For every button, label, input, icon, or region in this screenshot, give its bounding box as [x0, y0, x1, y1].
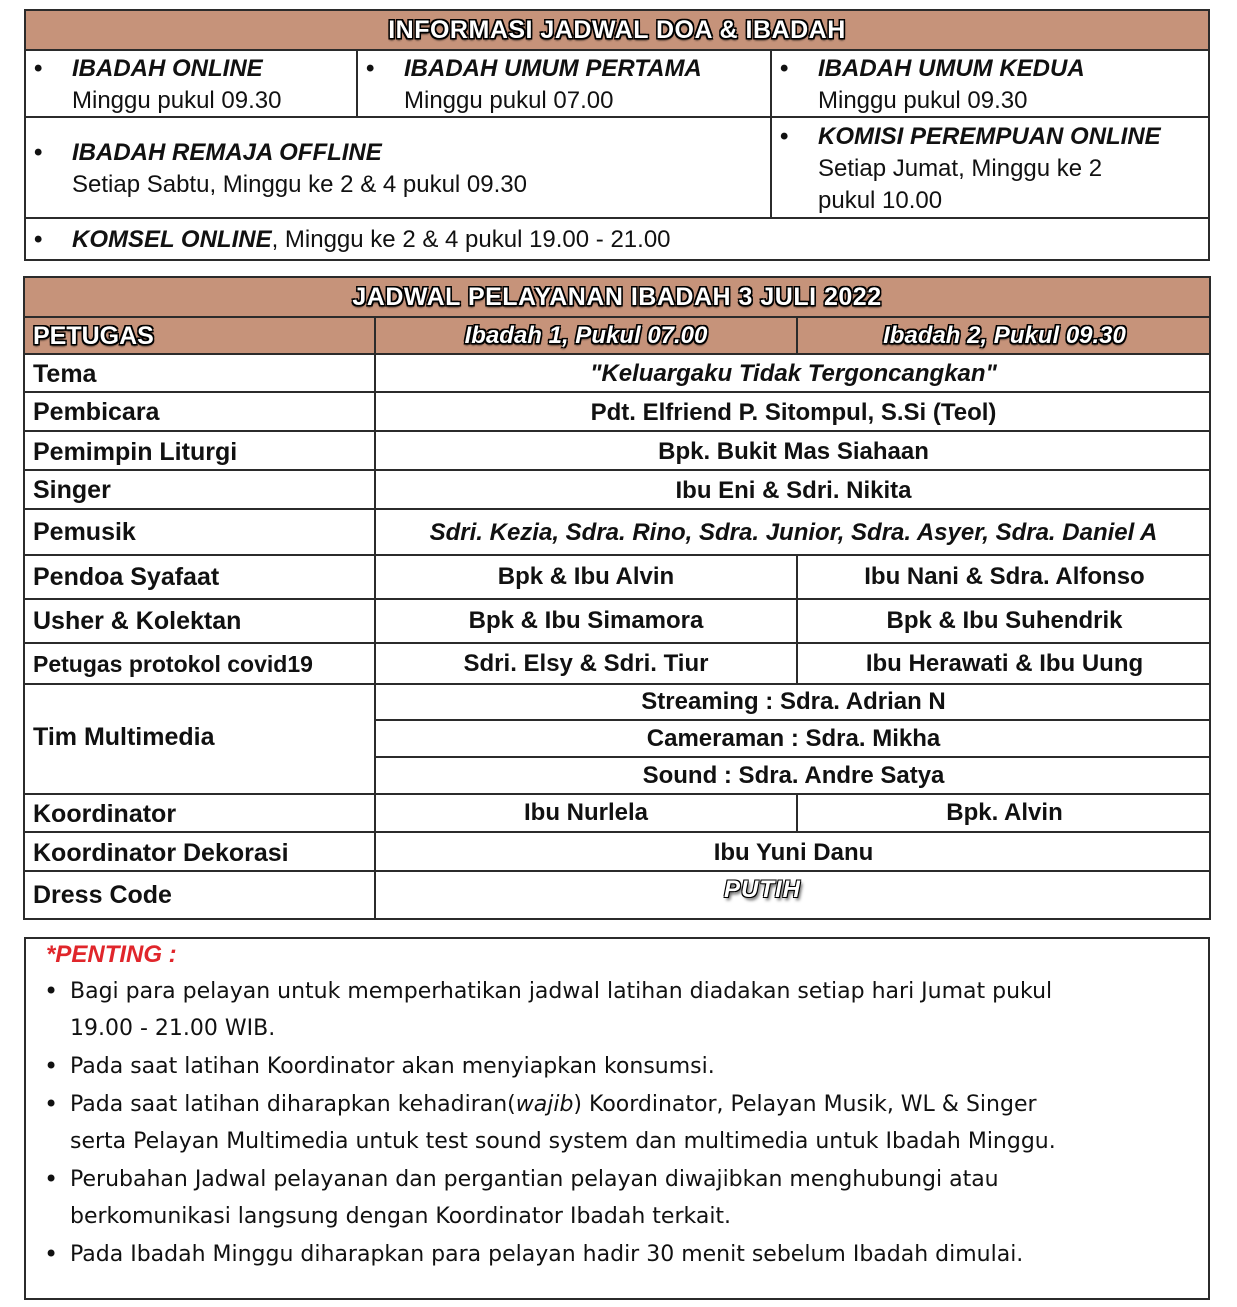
- divider: [376, 719, 1211, 721]
- info-item-ibadah-umum-kedua: [772, 53, 1212, 117]
- protocol-service-1: Sdri. Elsy & Sdri. Tiur: [463, 650, 709, 677]
- bullet: •: [34, 139, 43, 166]
- row-label-usher: Usher & Kolektan: [33, 607, 242, 635]
- bullet: •: [34, 226, 43, 253]
- row-label-protokol: Petugas protokol covid19: [33, 651, 313, 677]
- table-row: [25, 432, 1209, 471]
- info-item-ibadah-remaja: [26, 137, 770, 207]
- note-text: 19.00 - 21.00 WIB.: [70, 1016, 276, 1041]
- row-label-tema: Tema: [33, 360, 97, 388]
- table-row: [25, 471, 1209, 510]
- liturgist-value: Bpk. Bukit Mas Siahaan: [658, 438, 929, 465]
- note-text: Pada saat latihan Koordinator akan menyiapkan konsumsi.: [70, 1054, 715, 1079]
- table-header-row: [25, 316, 1209, 355]
- column-header-ibadah-1: Ibadah 1, Pukul 07.00: [464, 322, 708, 349]
- table-row: [25, 685, 1209, 795]
- row-label-pembicara: Pembicara: [33, 398, 160, 426]
- multimedia-sound: Sound : Sdra. Andre Satya: [642, 762, 945, 789]
- bullet: •: [44, 1165, 59, 1193]
- important-notes-box: [24, 937, 1210, 1300]
- coordinator-service-2: Bpk. Alvin: [946, 799, 1063, 826]
- table-row: [25, 795, 1209, 833]
- bullet: •: [34, 55, 43, 82]
- item-detail: Setiap Jumat, Minggu ke 2: [818, 155, 1103, 182]
- list-item: [44, 1086, 1204, 1160]
- notes-title: *PENTING :: [46, 941, 177, 968]
- table-row: [25, 393, 1209, 432]
- item-name: IBADAH ONLINE: [72, 55, 263, 82]
- table-row: [25, 872, 1209, 918]
- row-label-dress-code: Dress Code: [33, 881, 172, 909]
- note-text: Pada saat latihan diharapkan kehadiran(: [70, 1092, 516, 1117]
- bullet: •: [366, 55, 375, 82]
- item-name: IBADAH UMUM PERTAMA: [404, 55, 702, 82]
- bullet: •: [44, 1090, 59, 1118]
- multimedia-cameraman: Cameraman : Sdra. Mikha: [646, 725, 941, 752]
- note-text: serta Pelayan Multimedia untuk test sound system dan multimedia untuk Ibadah Minggu.: [70, 1129, 1056, 1154]
- list-item: [44, 1048, 1204, 1085]
- intercessor-service-2: Ibu Nani & Sdra. Alfonso: [864, 563, 1145, 590]
- protocol-service-2: Ibu Herawati & Ibu Uung: [865, 650, 1144, 677]
- item-detail: pukul 10.00: [818, 187, 943, 214]
- item-detail: , Minggu ke 2 & 4 pukul 19.00 - 21.00: [271, 226, 671, 253]
- table-row: [25, 355, 1209, 393]
- note-text: Perubahan Jadwal pelayanan dan pergantian pelayan diwajibkan menghubungi atau: [70, 1167, 999, 1192]
- note-text: Bagi para pelayan untuk memperhatikan jadwal latihan diadakan setiap hari Jumat pukul: [70, 979, 1053, 1004]
- item-detail: Minggu pukul 09.30: [72, 87, 282, 114]
- sermon-theme: "Keluargaku Tidak Tergoncangkan": [590, 360, 997, 387]
- row-label-koordinator: Koordinator: [33, 800, 177, 828]
- usher-service-2: Bpk & Ibu Suhendrik: [886, 607, 1123, 634]
- item-detail: Minggu pukul 09.30: [818, 87, 1028, 114]
- decoration-value: Ibu Yuni Danu: [713, 839, 874, 866]
- item-detail: Minggu pukul 07.00: [404, 87, 614, 114]
- row-label-multimedia: Tim Multimedia: [33, 723, 215, 751]
- item-name: KOMISI PEREMPUAN ONLINE: [818, 123, 1161, 150]
- note-text: berkomunikasi langsung dengan Koordinator Ibadah terkait.: [70, 1204, 732, 1229]
- bullet: •: [44, 1240, 59, 1268]
- table-row: [25, 644, 1209, 685]
- multimedia-streaming: Streaming : Sdra. Adrian N: [641, 688, 946, 715]
- worship-info-box: [24, 9, 1210, 261]
- bullet: •: [780, 55, 789, 82]
- schedule-title: JADWAL PELAYANAN IBADAH 3 JULI 2022: [25, 278, 1209, 318]
- divider: [26, 217, 1208, 219]
- info-title: INFORMASI JADWAL DOA & IBADAH: [26, 11, 1208, 51]
- info-item-komisi-perempuan: [772, 121, 1212, 217]
- coordinator-service-1: Ibu Nurlela: [523, 799, 649, 826]
- info-item-ibadah-umum-pertama: [358, 53, 770, 117]
- list-item: [44, 1161, 1204, 1235]
- row-label-singer: Singer: [33, 476, 111, 504]
- item-name: IBADAH REMAJA OFFLINE: [72, 139, 382, 166]
- table-row: [25, 510, 1209, 556]
- divider: [376, 756, 1211, 758]
- list-item: [44, 973, 1204, 1047]
- note-text: ) Koordinator, Pelayan Musik, WL & Singer: [573, 1092, 1037, 1117]
- column-header-petugas: PETUGAS: [33, 322, 154, 350]
- info-item-komsel-online: [26, 224, 1212, 260]
- note-emphasis: wajib: [515, 1092, 574, 1117]
- row-label-dekorasi: Koordinator Dekorasi: [33, 839, 289, 867]
- row-label-pendoa: Pendoa Syafaat: [33, 563, 220, 591]
- item-detail: Setiap Sabtu, Minggu ke 2 & 4 pukul 09.30: [72, 171, 527, 198]
- info-item-ibadah-online: [26, 53, 356, 117]
- bullet: •: [44, 977, 59, 1005]
- bullet: •: [44, 1052, 59, 1080]
- dress-code-value: PUTIH: [724, 876, 801, 903]
- bullet: •: [780, 123, 789, 150]
- table-row: [25, 833, 1209, 872]
- table-row: [25, 600, 1209, 644]
- intercessor-service-1: Bpk & Ibu Alvin: [497, 563, 675, 590]
- speaker-value: Pdt. Elfriend P. Sitompul, S.Si (Teol): [590, 399, 997, 426]
- musicians-value: Sdri. Kezia, Sdra. Rino, Sdra. Junior, Sdra. Asyer, Sdra. Daniel A: [429, 519, 1158, 546]
- usher-service-1: Bpk & Ibu Simamora: [468, 607, 704, 634]
- column-header-ibadah-2: Ibadah 2, Pukul 09.30: [883, 322, 1126, 349]
- item-name: IBADAH UMUM KEDUA: [818, 55, 1085, 82]
- list-item: [44, 1236, 1204, 1273]
- singer-value: Ibu Eni & Sdri. Nikita: [675, 477, 912, 504]
- row-label-pemusik: Pemusik: [33, 518, 136, 546]
- note-text: Pada Ibadah Minggu diharapkan para pelayan hadir 30 menit sebelum Ibadah dimulai.: [70, 1242, 1024, 1267]
- service-schedule-table: [23, 276, 1211, 920]
- table-row: [25, 556, 1209, 600]
- item-name: KOMSEL ONLINE: [72, 226, 272, 253]
- row-label-liturgi: Pemimpin Liturgi: [33, 438, 238, 466]
